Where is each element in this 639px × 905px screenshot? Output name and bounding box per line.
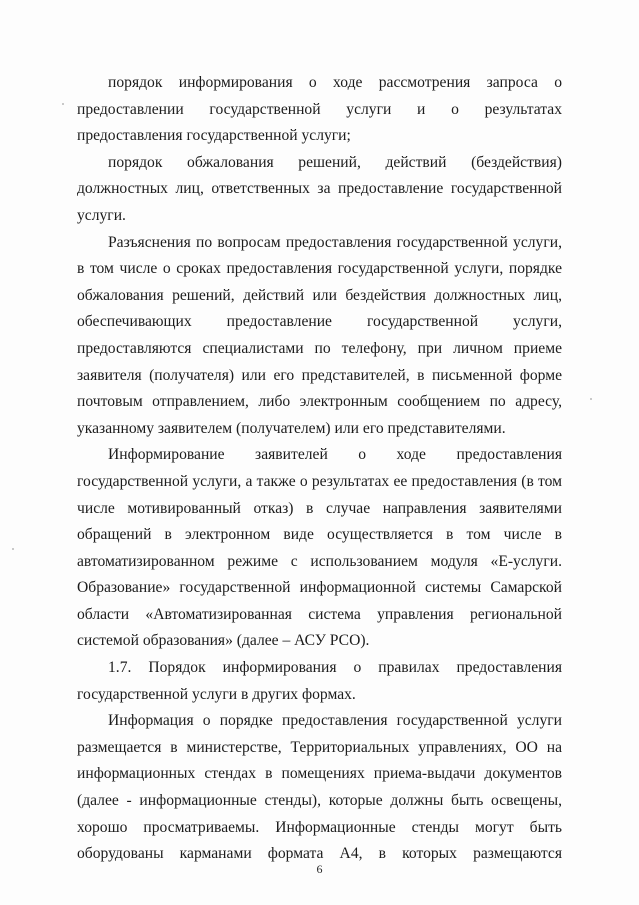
paragraph-appeal-procedure: порядок обжалования решений, действий (бездействия) должностных лиц, ответственных за предоставление государственной услуги. (77, 153, 562, 224)
scan-speck (12, 548, 14, 550)
document-body (77, 70, 562, 868)
paragraph-clarifications: Разъяснения по вопросам предоставления государственной услуги, в том числе о сроках предоставления государственной услуги, порядке обжалования решений, действий или бездействия должностных лиц, обеспечивающих предоставление государственной услуги, предоставляются специалистами по телефону, при личном приеме заявителя (получателя) или его представителей, в письменной форме почтовым отправлением, либо электронным сообщением по адресу, указанному заявителем (получателем) или его представителями. (77, 233, 562, 437)
paragraph-informing-procedure: порядок информирования о ходе рассмотрения запроса о предоставлении государственной услуги и о результатах предоставления государственной услуги; (77, 74, 562, 145)
paragraph-applicant-informing: Информирование заявителей о ходе предоставления государственной услуги, а также о результатах ее предоставления (в том числе мотивированный отказ) в случае направления заявителями обращений в электронном виде осуществляется в том числе в автоматизированном режиме с использованием модуля «Е-услуги. Образование» государственной информационной системы Самарской области «Автоматизированная система управления региональной системой образования» (далее – АСУ РСО). (77, 446, 562, 650)
scan-speck (590, 398, 592, 400)
section-heading-1-7: 1.7. Порядок информирования о правилах предоставления государственной услуги в других формах. (77, 659, 562, 703)
paragraph-information-stands: Информация о порядке предоставления государственной услуги размещается в министерстве, Территориальных управлениях, ОО на информационных стендах в помещениях приема-выдачи документов (далее - информационные стенды), которые должны быть освещены, хорошо просматриваемы. Информационные стенды могут быть оборудованы карманами формата А4, в которых размещаются (77, 712, 562, 863)
page-number: 6 (316, 862, 323, 876)
scan-speck (62, 103, 64, 105)
